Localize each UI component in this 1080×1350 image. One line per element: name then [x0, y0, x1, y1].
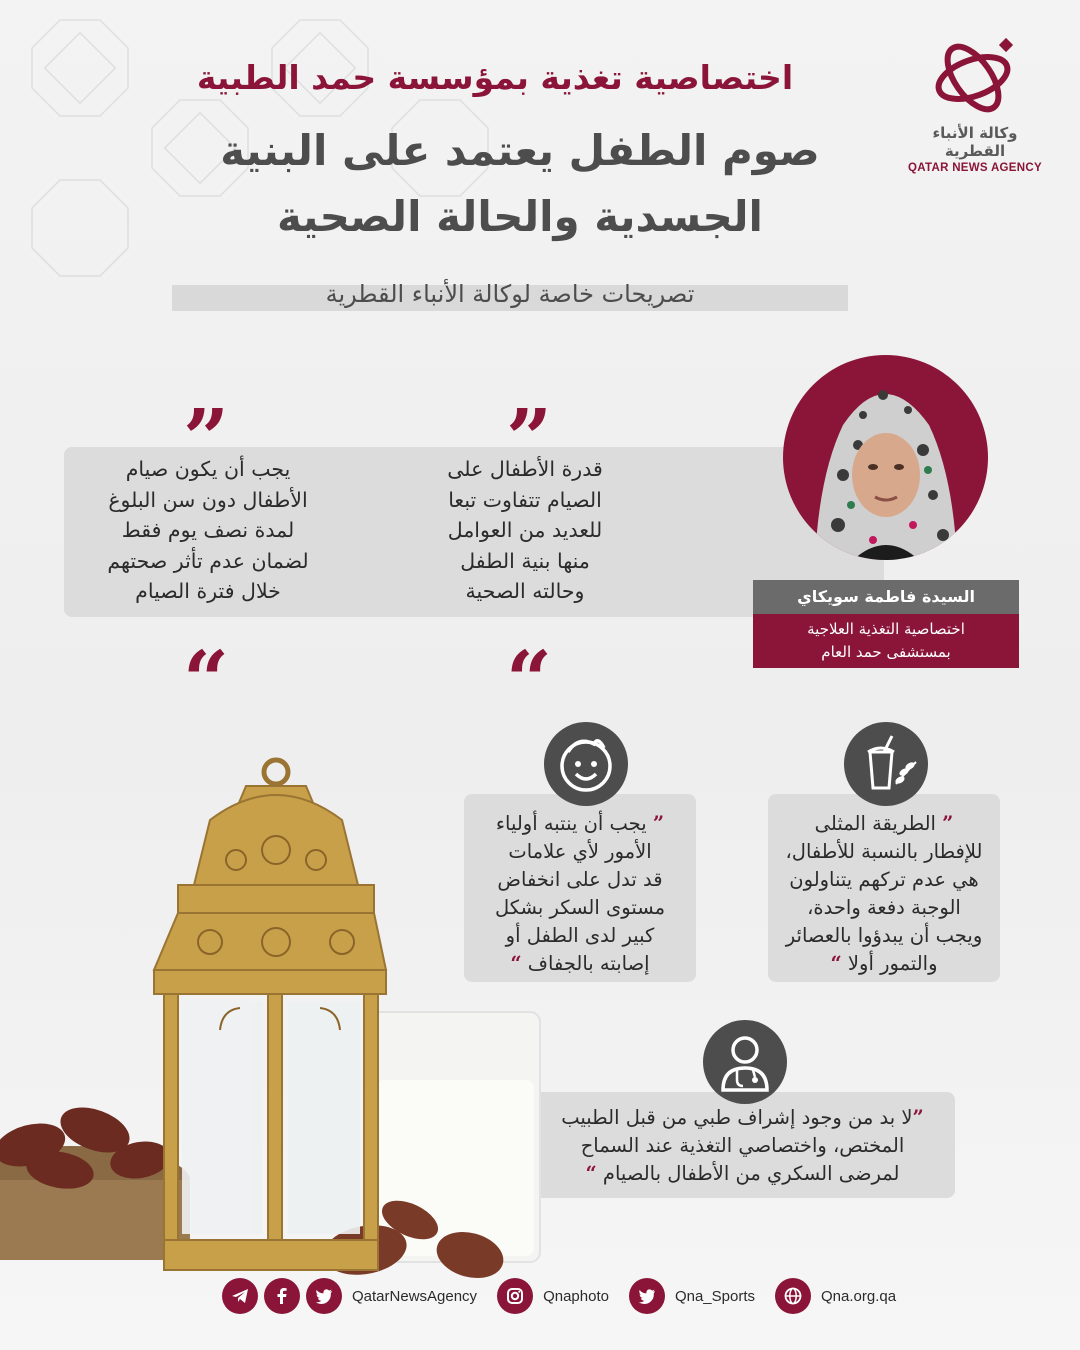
- quote-line: يجب أن يكون صيام: [125, 457, 291, 481]
- person-role: [753, 614, 1019, 668]
- qna-logo: [905, 36, 1045, 174]
- quote-open-mark: ”: [942, 812, 954, 835]
- instagram-icon[interactable]: [497, 1278, 533, 1314]
- page-title-line-2: الجسدية والحالة الصحية: [277, 192, 763, 241]
- quote-line: لمدة نصف يوم فقط: [121, 518, 295, 542]
- tip-line: الوجبة دفعة واحدة،: [807, 896, 961, 919]
- tip-card-iftar: [768, 794, 1000, 982]
- twitter-icon[interactable]: [306, 1278, 342, 1314]
- quote-text: [405, 454, 645, 607]
- quote-line: لضمان عدم تأثر صحتهم: [107, 548, 309, 573]
- tip-line: ويجب أن يبدؤوا بالعصائر: [785, 924, 983, 947]
- portrait-illustration: [783, 355, 988, 560]
- globe-icon[interactable]: [775, 1278, 811, 1314]
- website-link[interactable]: Qna.org.qa: [821, 1287, 897, 1305]
- tip-line: لا بد من وجود إشراف طبي من قبل الطبيب: [561, 1106, 913, 1129]
- tip-line: للإفطار بالنسبة للأطفال،: [785, 840, 983, 863]
- person-role-line-2: بمستشفى حمد العام: [821, 643, 951, 661]
- instagram-handle-link[interactable]: Qnaphoto: [543, 1287, 609, 1305]
- quote-close-mark: “: [506, 633, 553, 727]
- quote-close-mark: “: [183, 633, 230, 727]
- quote-open-mark: ”: [183, 391, 230, 485]
- tip-line: قد تدل على انخفاض: [497, 868, 663, 891]
- facebook-icon[interactable]: [264, 1278, 300, 1314]
- tip-line: والتمور أولا: [847, 952, 938, 975]
- doctor-icon: [703, 1020, 787, 1104]
- lantern-dates-illustration: [0, 750, 560, 1290]
- twitter-icon[interactable]: [629, 1278, 665, 1314]
- qna-logo-mark: [925, 36, 1025, 118]
- telegram-icon[interactable]: [222, 1278, 258, 1314]
- page-title: [150, 118, 890, 250]
- tip-line: كبير لدى الطفل أو: [505, 924, 655, 947]
- quote-line: الأطفال دون سن البلوغ: [108, 487, 308, 512]
- tip-line: الأمور لأي علامات: [508, 840, 652, 863]
- quote-close-mark: “: [830, 952, 842, 975]
- quote-line: قدرة الأطفال على: [447, 457, 603, 481]
- quote-line: منها بنية الطفل: [460, 548, 590, 573]
- twitter-handle-link[interactable]: QatarNewsAgency: [352, 1287, 478, 1305]
- quote-line: للعديد من العوامل: [447, 518, 603, 542]
- person-name: السيدة فاطمة سويكاي: [753, 580, 1019, 614]
- logo-arabic-name: وكالة الأنباء القطرية: [932, 124, 1018, 160]
- tip-line: الطريقة المثلى: [814, 812, 936, 835]
- social-footer: [222, 1276, 910, 1316]
- subtitle: تصريحات خاصة لوكالة الأنباء القطرية: [325, 280, 695, 308]
- heading-top: اختصاصية تغذية بمؤسسة حمد الطبية: [196, 58, 794, 97]
- quote-open-mark: ”: [652, 812, 665, 835]
- tip-line: يجب أن ينتبه أولياء: [495, 812, 647, 835]
- tip-line: إصابته بالجفاف: [527, 952, 650, 975]
- sports-handle-link[interactable]: Qna_Sports: [674, 1287, 755, 1305]
- tip-line: مستوى السكر بشكل: [494, 896, 666, 919]
- quote-text: [78, 454, 338, 607]
- quote-close-mark: “: [585, 1162, 597, 1185]
- tip-line: هي عدم تركهم يتناولون: [789, 868, 979, 891]
- tip-card-medical-supervision: [530, 1092, 955, 1198]
- quote-line: وحالته الصحية: [465, 579, 585, 603]
- person-role-line-1: اختصاصية التغذية العلاجية: [807, 620, 965, 638]
- tip-line: لمرضى السكري من الأطفال بالصيام: [602, 1162, 900, 1185]
- quote-open-mark: ”: [912, 1106, 924, 1129]
- logo-english-name: QATAR NEWS AGENCY: [908, 162, 1042, 174]
- quote-open-mark: ”: [506, 391, 553, 485]
- page-title-line-1: صوم الطفل يعتمد على البنية: [220, 126, 820, 175]
- quote-line: الصيام تتفاوت تبعا: [448, 487, 602, 512]
- avatar: [783, 355, 988, 560]
- quote-close-mark: “: [510, 952, 522, 975]
- drink-dates-icon: [844, 722, 928, 806]
- quote-line: خلال فترة الصيام: [135, 579, 281, 603]
- tip-line: المختص، واختصاصي التغذية عند السماح: [580, 1134, 905, 1157]
